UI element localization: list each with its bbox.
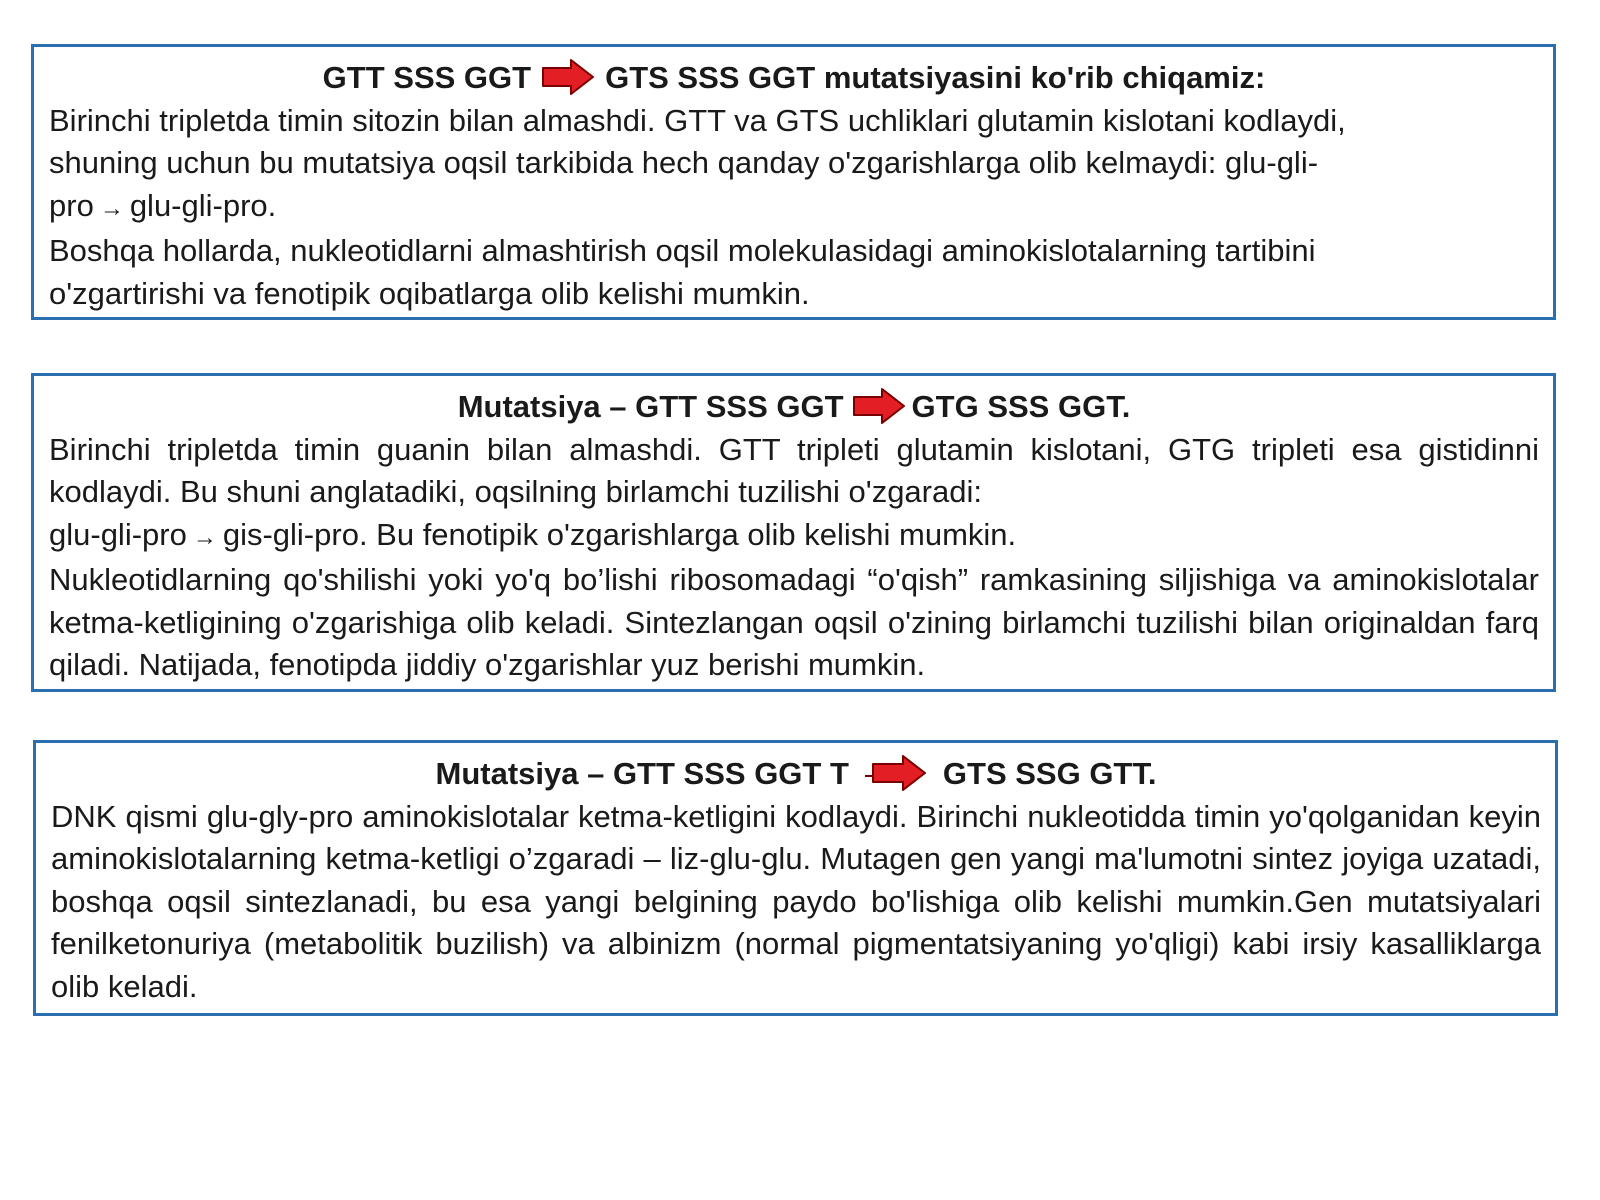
box1-para1-line3-b: glu-gli-pro.	[129, 187, 277, 223]
right-arrow-icon	[865, 754, 927, 792]
box2-paragraph-3: Nukleotidlarning qo'shilishi yoki yo'q bo’lishi ribosomadagi “o'qish” ramkasining siljishiga va aminokislotalar ketma-ketligining o'zgarishiga olib keladi. Sintezlangan oqsil o'zining birlamchi tuzilishi bilan originaldan farq qiladi. Natijada, fenotipda jiddiy o'zgarishlar yuz berishi mumkin.	[49, 562, 1539, 682]
box3-paragraph-1: DNK qismi glu-gly-pro aminokislotalar ketma-ketligini kodlaydi. Birinchi nukleotidda timin yo'qolganidan keyin aminokislotalarning ketma-ketligi o’zgaradi – liz-glu-glu. Mutagen gen yangi ma'lumotni sintez joyiga uzatadi, boshqa oqsil sintezlanadi, bu esa yangi belgining paydo bo'lishiga olib kelishi mumkin.Gen mutatsiyalari fenilketonuriya (metabolitik buzilish) va albinizm (normal pigmentatsiyaning yo'qligi) kabi irsiy kasalliklarga olib keladi.	[51, 798, 1541, 1004]
info-box-2	[31, 373, 1556, 692]
box2-heading-left: Mutatsiya – GTT SSS GGT	[457, 389, 844, 424]
inline-arrow-icon: →	[192, 523, 217, 551]
box1-para1-line3	[49, 185, 1539, 231]
box1-para1-line1: Birinchi tripletda timin sitozin bilan almashdi. GTT va GTS uchliklari glutamin kislotani kodlaydi,	[49, 102, 1346, 138]
box1-heading-right: GTS SSS GGT mutatsiyasini ko'rib chiqamiz:	[605, 60, 1266, 95]
box2-heading-right: GTG SSS GGT.	[911, 389, 1131, 424]
box1-para2-line1: Boshqa hollarda, nukleotidlarni almashtirish oqsil molekulasidagi aminokislotalarning tartibini	[49, 233, 1316, 268]
inline-arrow-icon: →	[99, 194, 124, 222]
box1-paragraph-2	[49, 230, 1539, 315]
info-box-1	[31, 44, 1556, 320]
right-arrow-icon	[852, 387, 906, 425]
box2-paragraph-2	[49, 514, 1539, 560]
box1-para2-line2: o'zgartirishi va fenotipik oqibatlarga olib kelishi mumkin.	[49, 275, 810, 311]
box1-heading-left: GTT SSS GGT	[322, 60, 532, 95]
box2-para2-b: gis-gli-pro. Bu fenotipik o'zgarishlarga olib kelishi mumkin.	[222, 516, 1017, 552]
box2-heading	[49, 386, 1539, 429]
box3-heading-right: GTS SSG GTT.	[942, 756, 1157, 791]
box3-heading	[51, 753, 1541, 796]
box2-para2-a: glu-gli-pro	[49, 516, 187, 552]
right-arrow-icon	[541, 58, 595, 96]
box1-para1-line2: shuning uchun bu mutatsiya oqsil tarkibida hech qanday o'zgarishlarga olib kelmaydi: glu-gli-	[49, 145, 1319, 180]
info-box-3	[33, 740, 1558, 1016]
box1-heading	[49, 57, 1539, 100]
box1-paragraph-1	[49, 100, 1539, 231]
box1-para1-line3-a: pro	[49, 187, 94, 223]
box3-heading-left: Mutatsiya – GTT SSS GGT T	[435, 756, 849, 791]
box2-paragraph-1: Birinchi tripletda timin guanin bilan almashdi. GTT tripleti glutamin kislotani, GTG tripleti esa gistidinni kodlaydi. Bu shuni anglatadiki, oqsilning birlamchi tuzilishi o'zgaradi:	[49, 431, 1539, 509]
